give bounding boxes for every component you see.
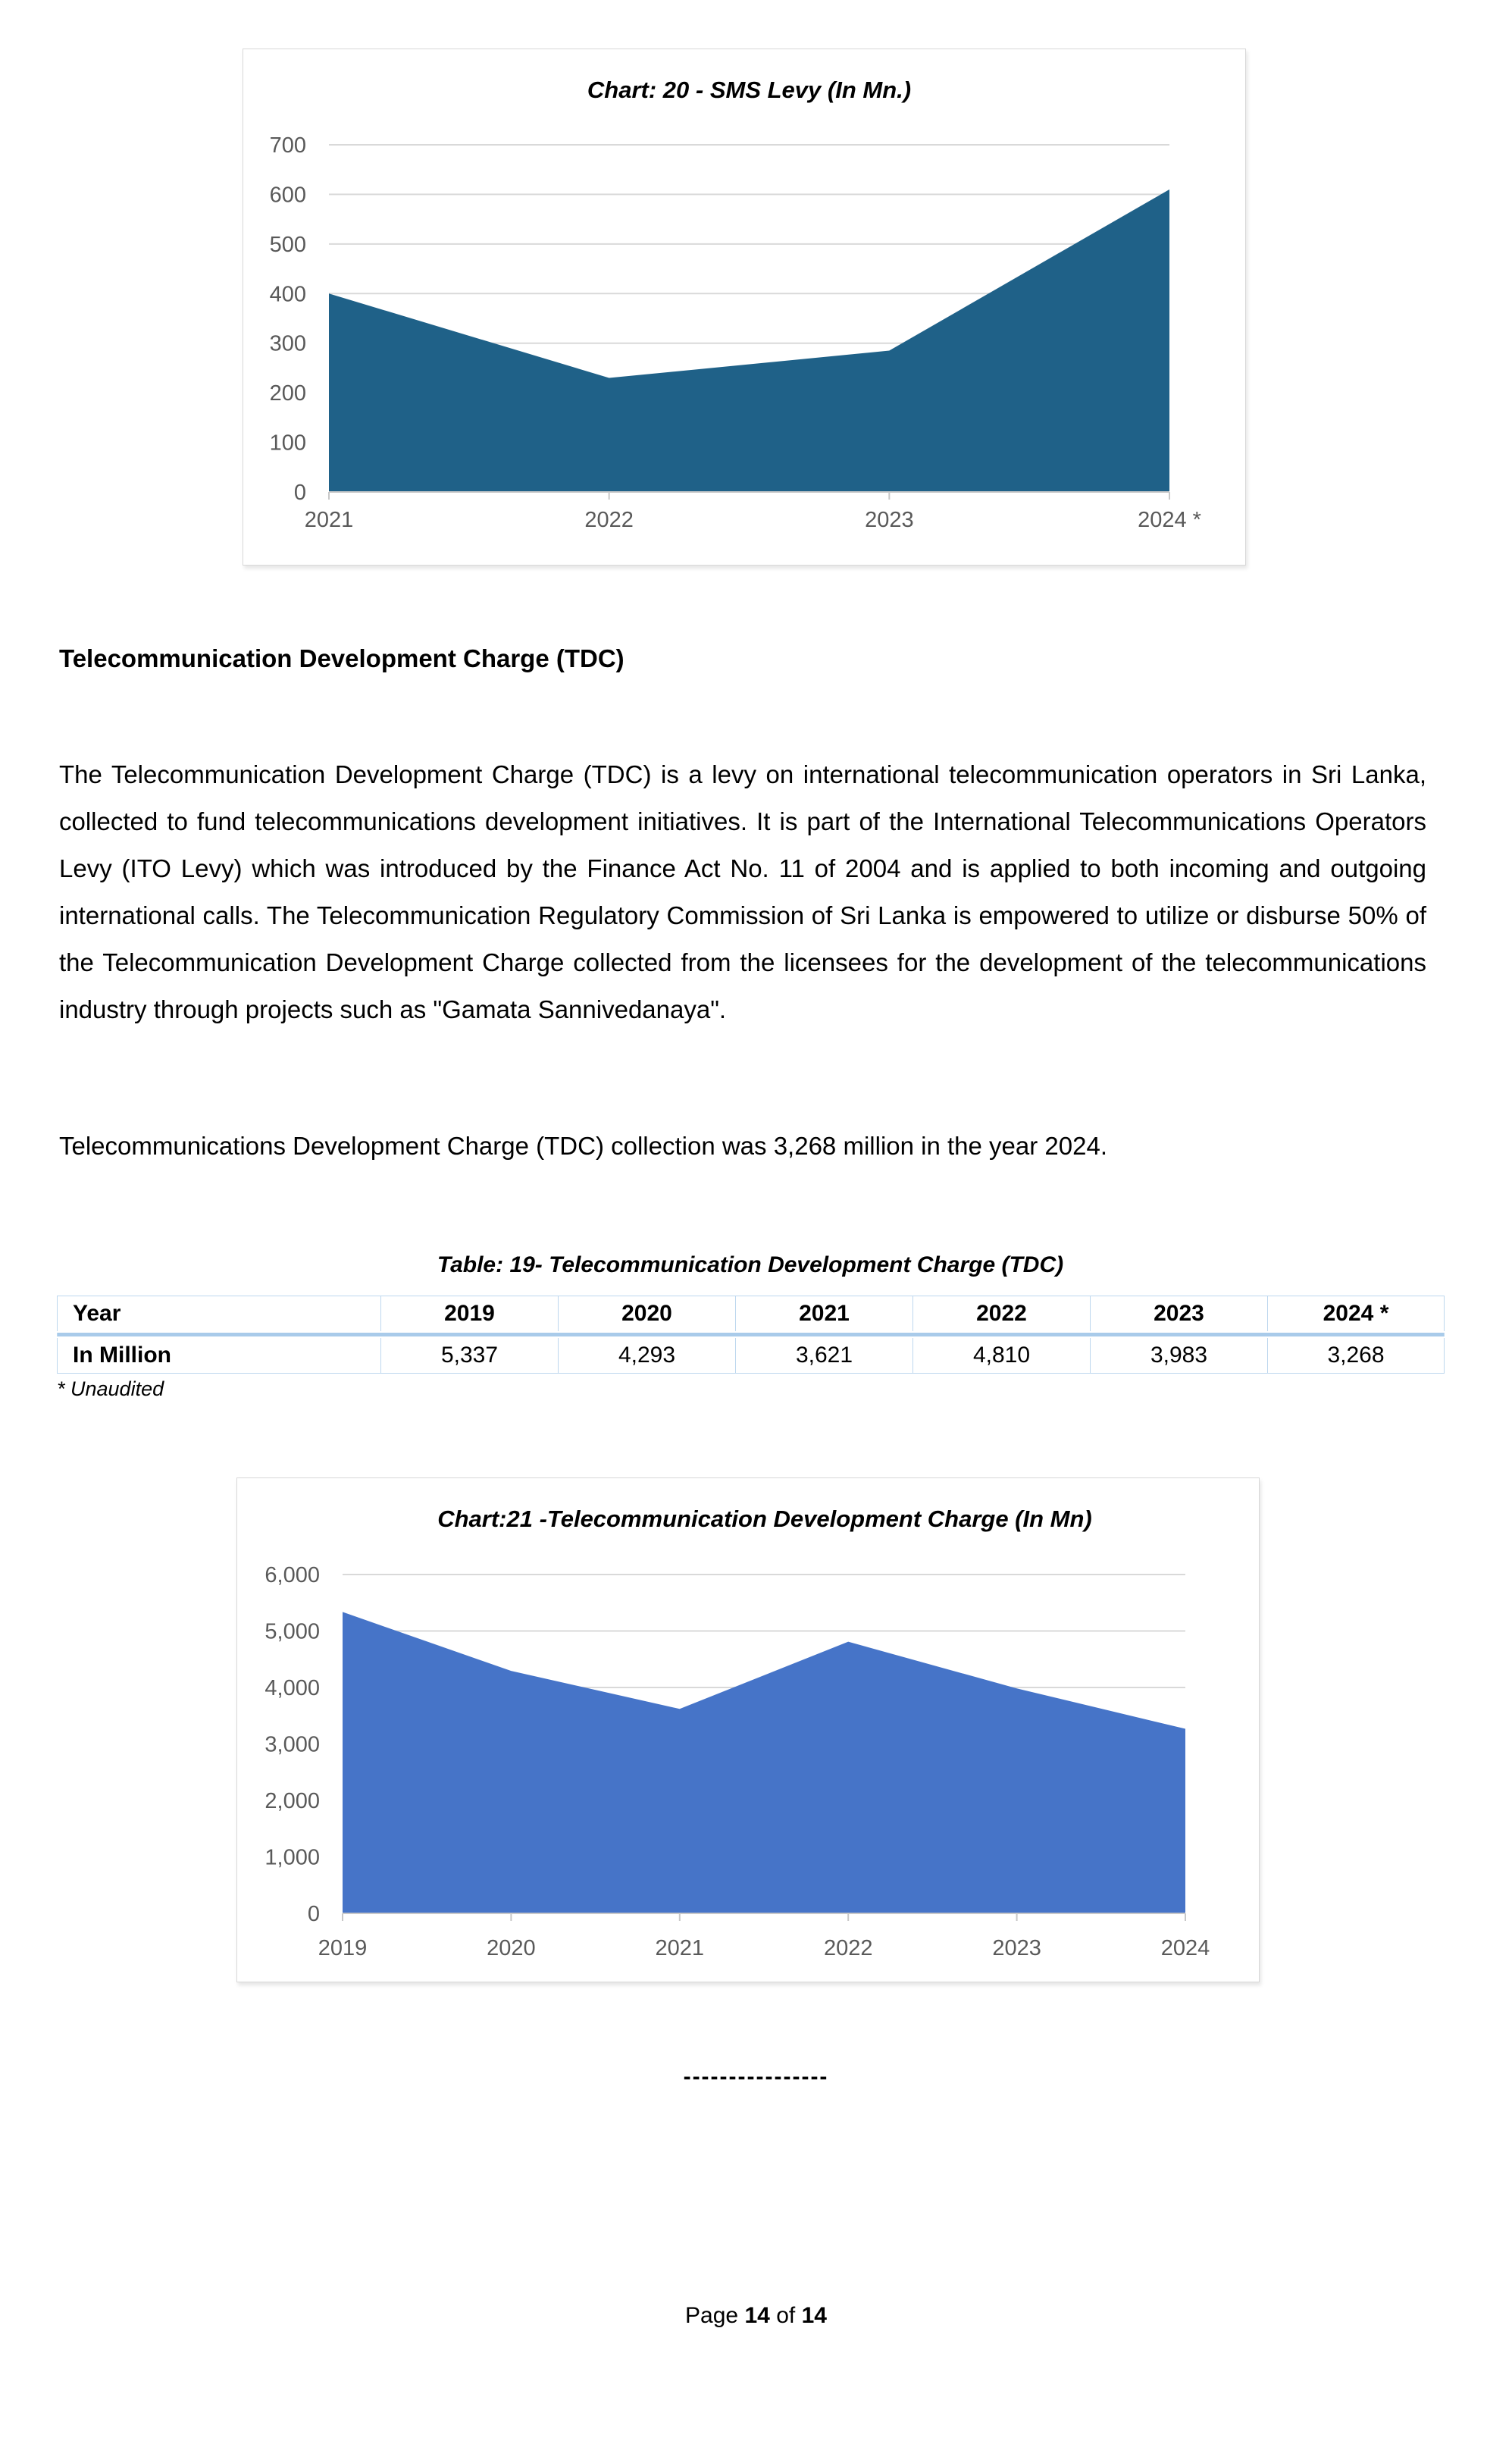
chart-title-tdc: Chart:21 -Telecommunication Development Charge (In Mn) (437, 1506, 1092, 1532)
table-value-2021: 3,621 (736, 1337, 913, 1374)
svg-text:500: 500 (269, 232, 306, 257)
table-title: Table: 19- Telecommunication Development Charge (TDC) (437, 1252, 1064, 1277)
table-header-row (58, 1296, 1445, 1333)
body-paragraph-1: The Telecommunication Development Charge (TDC) is a levy on international telecommunication operators in Sri Lanka, collected to fund telecommunications development initiatives. It is part of the International Telecommunications Operators Levy (ITO Levy) which was introduced by the Finance Act No. 11 of 2004 and is applied to both incoming and outgoing international calls. The Telecommunication Regulatory Commission of Sri Lanka is empowered to utilize or disburse 50% of the Telecommunication Development Charge collected from the licensees for the development of the telecommunications industry through projects such as "Gamata Sannivedanaya". (59, 760, 1426, 1023)
end-separator: ---------------- (683, 2064, 829, 2089)
table-row-label: In Million (58, 1337, 381, 1374)
footer-total-pages: 14 (801, 2303, 827, 2328)
svg-text:6,000: 6,000 (265, 1563, 320, 1587)
svg-text:600: 600 (269, 183, 306, 208)
svg-text:200: 200 (269, 381, 306, 406)
footer-page-number: 14 (744, 2303, 770, 2328)
svg-text:2022: 2022 (823, 1936, 873, 1960)
svg-text:400: 400 (269, 282, 306, 307)
table-value-2024: 3,268 (1268, 1337, 1445, 1374)
page-footer (0, 2303, 1512, 2329)
svg-text:2023: 2023 (865, 508, 914, 532)
svg-text:2021: 2021 (655, 1936, 705, 1960)
table-value-2022: 4,810 (913, 1337, 1091, 1374)
section-heading: Telecommunication Development Charge (TDC) (59, 644, 625, 672)
svg-text:2020: 2020 (487, 1936, 536, 1960)
table-header-year: Year (58, 1296, 381, 1333)
svg-text:5,000: 5,000 (265, 1619, 320, 1644)
svg-text:2024 *: 2024 * (1138, 508, 1201, 532)
svg-text:2024: 2024 (1160, 1936, 1210, 1960)
sms-levy-area-plot (243, 98, 1244, 563)
svg-text:2022: 2022 (584, 508, 634, 532)
table-header-2020: 2020 (559, 1296, 736, 1333)
table-header-2022: 2022 (913, 1296, 1091, 1333)
tdc-table (57, 1296, 1445, 1374)
table-header-2023: 2023 (1091, 1296, 1268, 1333)
table-divider (58, 1332, 1445, 1337)
table-header-2019: 2019 (381, 1296, 559, 1333)
svg-text:3,000: 3,000 (265, 1732, 320, 1757)
svg-text:700: 700 (269, 133, 306, 158)
svg-text:100: 100 (269, 431, 306, 456)
table-header-2024: 2024 * (1268, 1296, 1445, 1333)
chart-title-sms-levy: Chart: 20 - SMS Levy (In Mn.) (587, 77, 912, 103)
tdc-chart (236, 1477, 1260, 1982)
table-value-2020: 4,293 (559, 1337, 736, 1374)
svg-text:0: 0 (307, 1902, 320, 1926)
table-value-2019: 5,337 (381, 1337, 559, 1374)
svg-text:4,000: 4,000 (265, 1676, 320, 1700)
body-paragraph-2: Telecommunications Development Charge (TDC) collection was 3,268 million in the year 2024. (59, 1132, 1107, 1160)
svg-text:2023: 2023 (992, 1936, 1041, 1960)
table-value-2023: 3,983 (1091, 1337, 1268, 1374)
footer-page-label: Page (685, 2303, 739, 2328)
table-footnote: * Unaudited (57, 1377, 164, 1400)
table-divider-band (58, 1332, 1445, 1337)
sms-levy-chart (243, 49, 1246, 566)
svg-text:2021: 2021 (304, 508, 354, 532)
table-data-row (58, 1337, 1445, 1374)
footer-of-label: of (776, 2303, 796, 2328)
svg-text:300: 300 (269, 331, 306, 356)
table-header-2021: 2021 (736, 1296, 913, 1333)
svg-text:0: 0 (293, 481, 306, 505)
svg-text:1,000: 1,000 (265, 1845, 320, 1870)
tdc-area-plot (237, 1527, 1257, 1980)
svg-text:2019: 2019 (318, 1936, 368, 1960)
svg-text:2,000: 2,000 (265, 1789, 320, 1813)
